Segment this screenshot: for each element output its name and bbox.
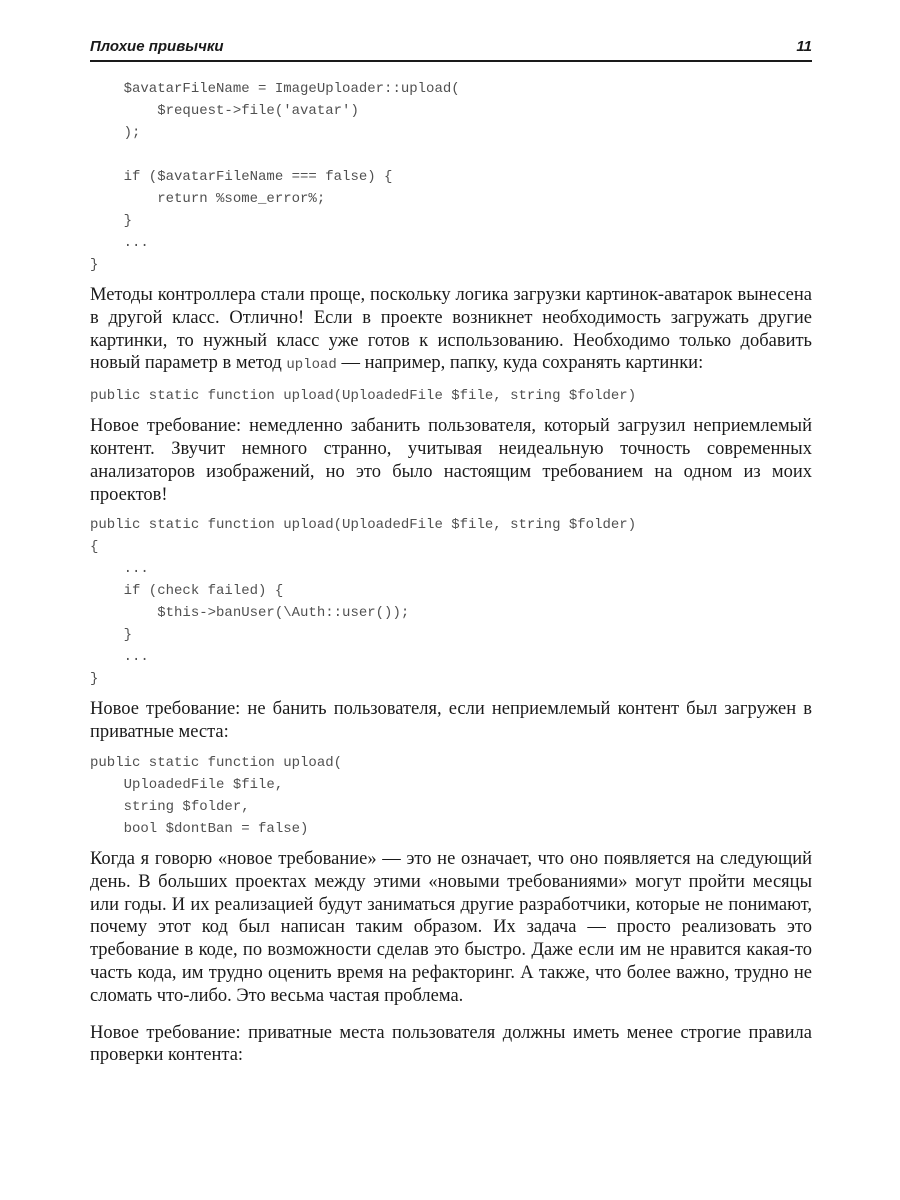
code-block-dont-ban-signature: public static function upload( UploadedFile $file, string $folder, bool $dontBan = false) — [90, 754, 343, 837]
paragraph-ban-requirement: Новое требование: немедленно забанить пользователя, который загрузил неприемлемый контент. Звучит немного странно, учитывая неидеальную точность современных анализаторов изображений, но это было настоящим требованием на одном из моих проектов! — [90, 416, 812, 505]
paragraph-new-requirement-explanation: Когда я говорю «новое требование» — это не означает, что оно появляется на следующий день. В больших проектах между этими «новыми требованиями» могут пройти месяцы или годы. И их реализацией будут заниматься другие разработчики, которые не понимают, почему этот код был написан таким образом. Их задача — просто реализовать это требование в коде, по возможности сделав это быстро. Даже если им не нравится какая-то часть кода, им трудно оценить время на рефакторинг. А также, что более важно, трудно не сломать что-либо. Это весьма частая проблема. — [90, 848, 812, 1006]
paragraph-controller-methods — [90, 284, 812, 377]
paragraph-text: — например, папку, куда сохранять картинки: — [336, 353, 704, 374]
running-header — [90, 36, 812, 62]
page-number: 11 — [796, 38, 812, 55]
code-block-upload-signature: public static function upload(UploadedFile $file, string $folder) — [90, 388, 637, 405]
code-block-ban-user: public static function upload(UploadedFile $file, string $folder) { ... if (check failed) { $this->banUser(\Auth::user()); } ... } — [90, 517, 637, 688]
code-block-upload-call: $avatarFileName = ImageUploader::upload( $request->file('avatar') ); if ($avatarFileName === false) { return %some_error%; } ... } — [90, 81, 460, 273]
paragraph-less-strict-rules: Новое требование: приватные места пользователя должны иметь менее строгие правила проверки контента: — [90, 1022, 812, 1066]
paragraph-text: Методы контроллера стали проще, поскольку логика загрузки картинок-аватарок вынесена в другой класс. Отлично! Если в проекте возникнет необходимость загружать другие картинки, то нужный класс уже готов к использованию. Необходимо только добавить новый параметр в метод — [90, 285, 812, 374]
chapter-title: Плохие привычки — [90, 38, 224, 55]
page-body — [90, 78, 812, 1067]
paragraph-private-places: Новое требование: не банить пользователя, если неприемлемый контент был загружен в приватные места: — [90, 699, 812, 743]
inline-code-upload: upload — [286, 357, 337, 374]
